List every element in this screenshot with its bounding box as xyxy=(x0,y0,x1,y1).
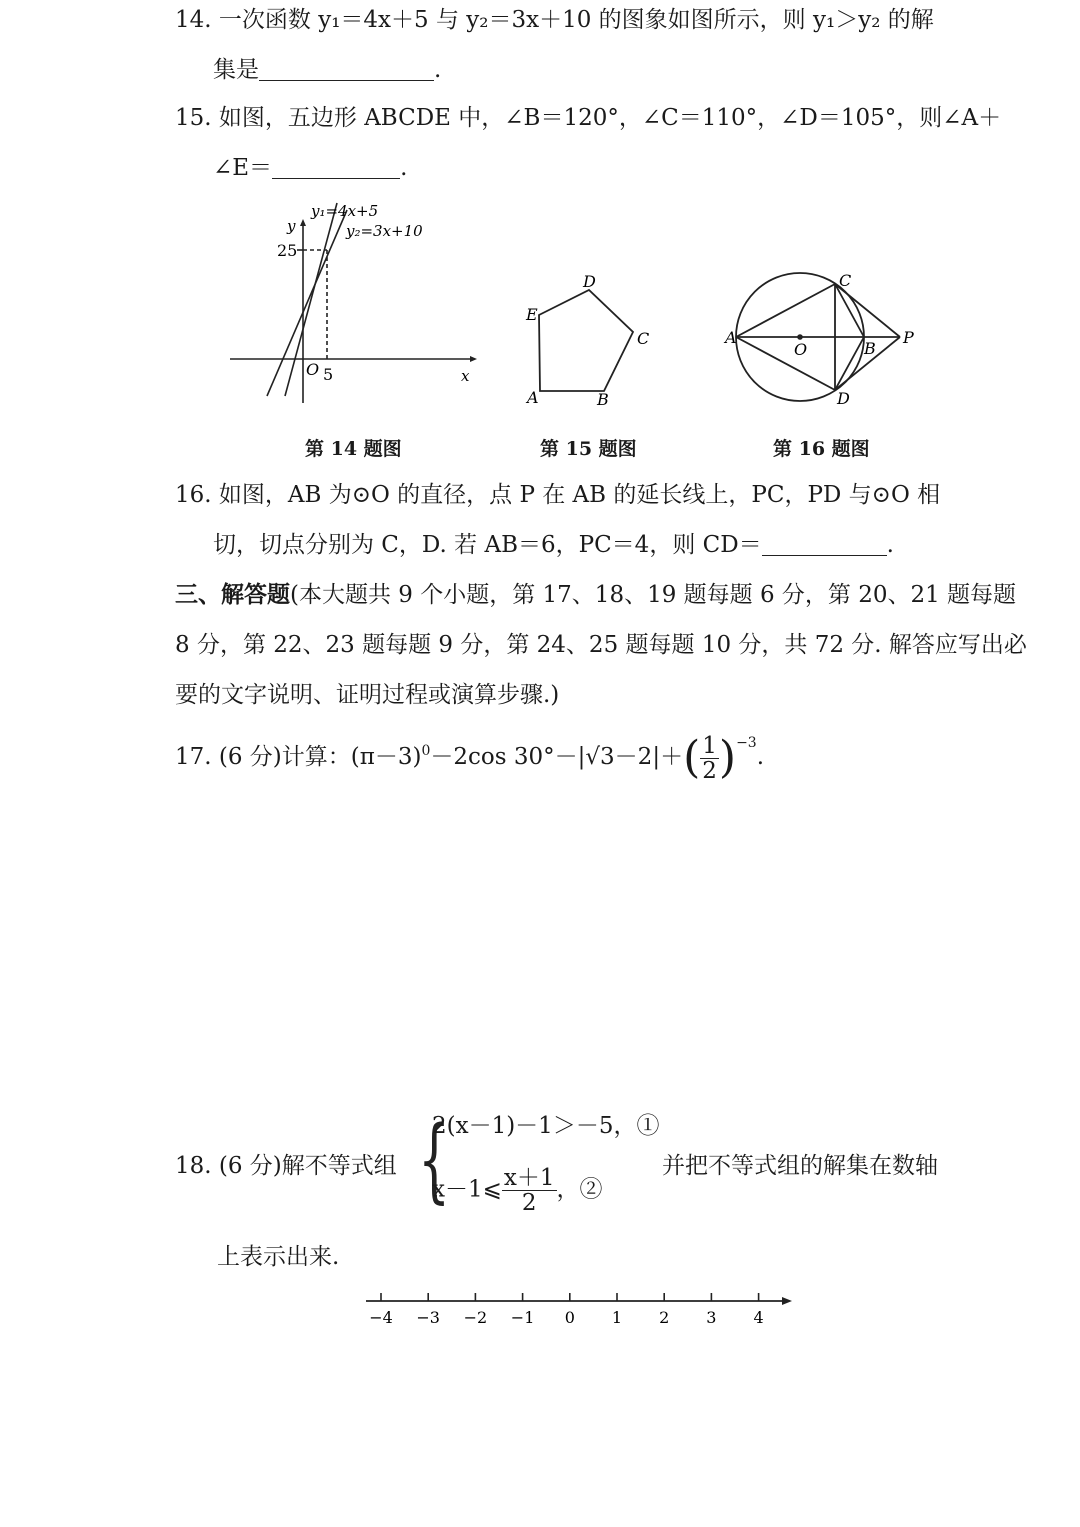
fig14-tick-5: 5 xyxy=(323,365,334,384)
q14-line2 xyxy=(213,56,441,84)
number-line-label: −3 xyxy=(416,1308,440,1327)
fig16-tangent-pc xyxy=(835,284,900,337)
q18-ineq2 xyxy=(432,1166,603,1215)
fig15-label-b: B xyxy=(597,390,609,409)
number-line xyxy=(360,1285,800,1335)
fig16-label-a: A xyxy=(725,328,737,347)
fig15-label-d: D xyxy=(583,272,596,291)
fig14-y-label: y xyxy=(287,217,296,235)
number-line-label: 2 xyxy=(659,1308,670,1327)
fig14-caption: 第 14 题图 xyxy=(305,438,402,460)
number-line-label: 4 xyxy=(753,1308,764,1327)
fig16-label-o: O xyxy=(794,340,808,359)
number-line-label: −2 xyxy=(463,1308,488,1327)
q17-suffix: . xyxy=(756,744,765,770)
q18-frac-num: x＋1 xyxy=(503,1165,555,1191)
figure-15 xyxy=(520,268,660,413)
q17-fraction xyxy=(700,734,719,783)
section3-line2: 8 分，第 22、23 题每题 9 分，第 24、25 题每题 10 分，共 72 分. 解答应写出必 xyxy=(175,632,1027,658)
fig14-label-y1: y₁=4x+5 xyxy=(311,202,379,220)
q14-answer-blank[interactable] xyxy=(259,60,434,81)
q17-line: 17. (6 分)计算：$(\pi-3)^0-2\cos$ 30°－|√3－2|＋( $\frac{1}{2}$ )$^{-3}$. xyxy=(175,732,765,784)
number-line-label: −1 xyxy=(510,1308,535,1327)
fig16-caption: 第 16 题图 xyxy=(773,438,870,460)
q18-ineq2-prefix: x－1⩽ xyxy=(432,1176,502,1203)
q15-line2 xyxy=(213,154,407,182)
number-line-label: −4 xyxy=(369,1308,393,1327)
fig14-x-label: x xyxy=(461,367,470,385)
q16-prefix: 切，切点分别为 C，D. 若 AB＝6，PC＝4，则 CD＝ xyxy=(213,532,762,558)
q15-answer-blank[interactable] xyxy=(272,158,400,179)
section3-heading: 三、解答题 xyxy=(175,581,290,608)
section3-line1 xyxy=(175,581,1016,609)
fig15-label-c: C xyxy=(637,329,650,348)
q17-prefix: 17. (6 分)计算：(π－3) xyxy=(175,744,422,770)
fig15-label-a: A xyxy=(527,388,539,407)
fig16-label-b: B xyxy=(864,339,876,358)
fig16-label-p: P xyxy=(903,328,914,347)
fig14-label-y2: y₂=3x+10 xyxy=(346,222,423,240)
q18-ineq1: 2(x－1)－1＞－5，① xyxy=(432,1113,660,1139)
q14-line1: 14. 一次函数 y₁＝4x＋5 与 y₂＝3x＋10 的图象如图所示，则 y₁＞y₂ 的解 xyxy=(175,7,934,33)
q17-frac-num: 1 xyxy=(702,732,717,759)
number-line-label: 1 xyxy=(611,1308,623,1327)
q17-frac-den: 2 xyxy=(702,757,717,784)
fig14-origin: O xyxy=(306,360,320,379)
fig14-tick-25: 25 xyxy=(277,241,298,260)
fig16-center-dot xyxy=(797,334,803,340)
section3-line3: 要的文字说明、证明过程或演算步骤.) xyxy=(175,682,560,708)
q16-suffix: . xyxy=(886,532,894,558)
figure-14 xyxy=(225,198,480,408)
fig16-label-c: C xyxy=(839,271,852,290)
number-line-label: 3 xyxy=(706,1308,717,1327)
number-line-arrow xyxy=(782,1297,792,1305)
q18-ineq2-suffix: ，② xyxy=(556,1176,603,1203)
q18-line2: 上表示出来. xyxy=(217,1244,340,1270)
q17-exp0: 0 xyxy=(421,743,431,759)
q18-frac-den: 2 xyxy=(521,1190,537,1216)
q16-line1: 16. 如图，AB 为⊙O 的直径，点 P 在 AB 的延长线上，PC，PD 与⊙O 相 xyxy=(175,482,941,508)
fig16-label-d: D xyxy=(837,389,850,408)
q14-prefix: 集是 xyxy=(213,57,259,83)
q15-prefix: ∠E＝ xyxy=(213,155,273,181)
fig15-label-e: E xyxy=(526,305,538,324)
q14-suffix: . xyxy=(434,57,442,83)
fig15-pentagon xyxy=(539,290,633,391)
fig15-caption: 第 15 题图 xyxy=(540,438,637,460)
q16-answer-blank[interactable] xyxy=(762,535,887,556)
q18-ineq2-fraction xyxy=(502,1166,557,1215)
figure-16 xyxy=(722,266,922,411)
q17-exponent: −3 xyxy=(736,735,757,751)
q15-suffix: . xyxy=(400,155,408,181)
q15-line1: 15. 如图，五边形 ABCDE 中，∠B＝120°，∠C＝110°，∠D＝105°，则∠A＋ xyxy=(175,105,1002,131)
q17-middle: －2cos 30°－|√3－2|＋ xyxy=(430,744,684,770)
section3-intro: (本大题共 9 个小题，第 17、18、19 题每题 6 分，第 20、21 题每题 xyxy=(290,582,1017,608)
number-line-label: 0 xyxy=(564,1308,575,1327)
q18-prefix: 18. (6 分)解不等式组 xyxy=(175,1153,397,1179)
q18-after: 并把不等式组的解集在数轴 xyxy=(662,1153,938,1179)
q18-brace: { xyxy=(418,1106,451,1213)
q16-line2 xyxy=(213,531,894,559)
